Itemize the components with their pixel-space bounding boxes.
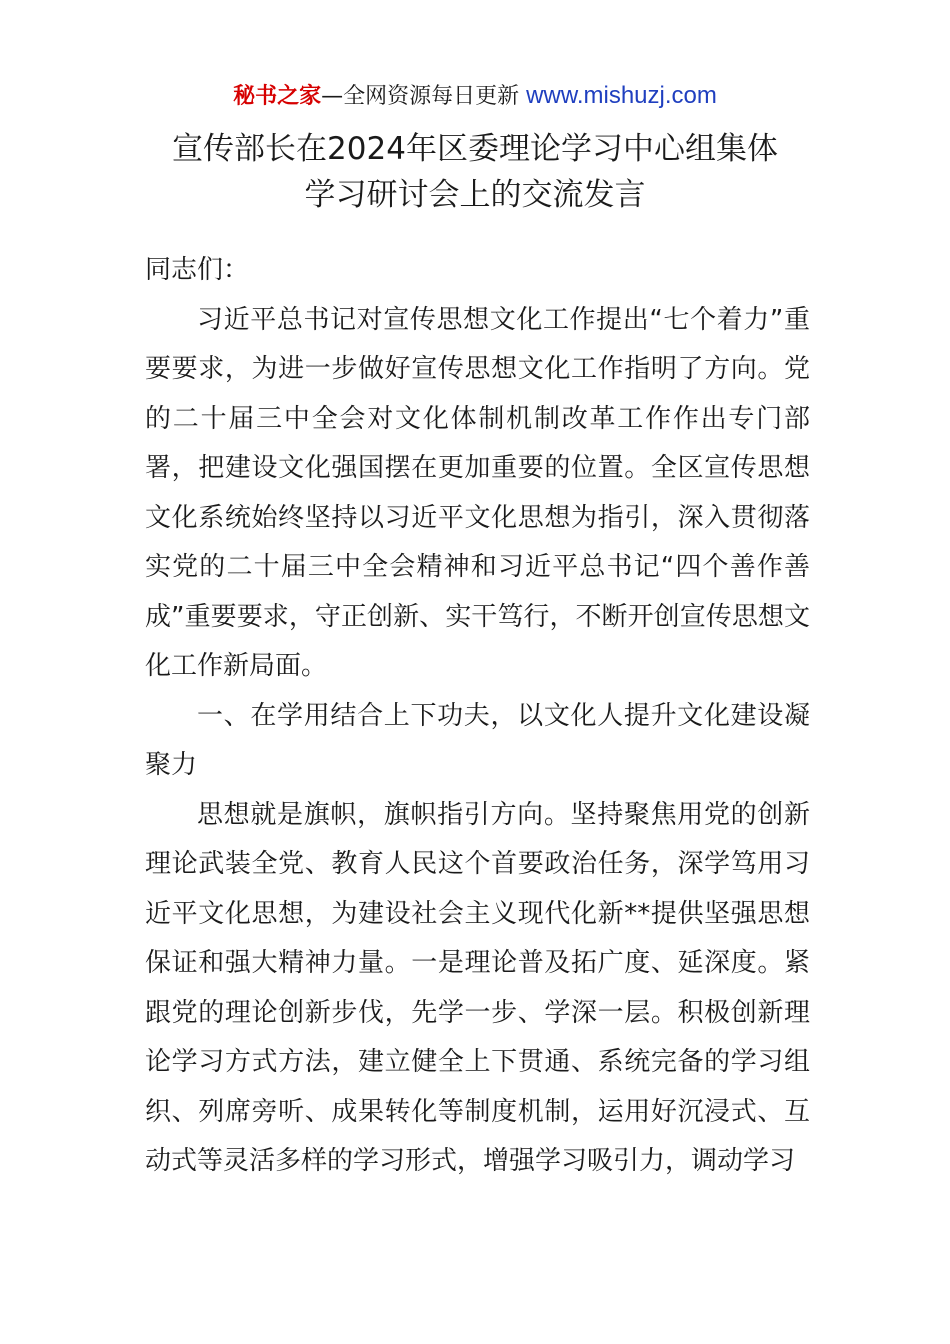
document-title <box>0 126 950 218</box>
site-header <box>0 80 950 113</box>
site-url[interactable]: www.mishuzj.com <box>526 82 717 109</box>
paragraph-section-1: 思想就是旗帜，旗帜指引方向。坚持聚焦用党的创新理论武装全党、教育人民这个首要政治任务，深学笃用习近平文化思想，为建设社会主义现代化新**提供坚强思想保证和强大精神力量。一是理论普及拓广度、延深度。紧跟党的理论创新步伐，先学一步、学深一层。积极创新理论学习方式方法，建立健全上下贯通、系统完备的学习组织、列席旁听、成果转化等制度机制，运用好沉浸式、互动式等灵活多样的学习形式，增强学习吸引力，调动学习 <box>145 799 810 1176</box>
site-tagline: —全网资源每日更新 <box>321 84 527 109</box>
paragraph-intro: 习近平总书记对宣传思想文化工作提出“七个着力”重要要求，为进一步做好宣传思想文化工作指明了方向。党的二十届三中全会对文化体制机制改革工作作出专门部署，把建设文化强国摆在更加重要的位置。全区宣传思想文化系统始终坚持以习近平文化思想为指引，深入贯彻落实党的二十届三中全会精神和习近平总书记“四个善作善成”重要要求，守正创新、实干笃行，不断开创宣传思想文化工作新局面。 <box>145 304 810 681</box>
document-body <box>145 246 810 1187</box>
salutation: 同志们： <box>145 255 250 285</box>
section-heading-1: 一、在学用结合上下功夫，以文化人提升文化建设凝聚力 <box>145 700 810 780</box>
title-line-2: 学习研讨会上的交流发言 <box>304 177 646 213</box>
site-brand: 秘书之家 <box>233 84 322 109</box>
title-line-1: 宣传部长在2024年区委理论学习中心组集体 <box>172 131 778 167</box>
